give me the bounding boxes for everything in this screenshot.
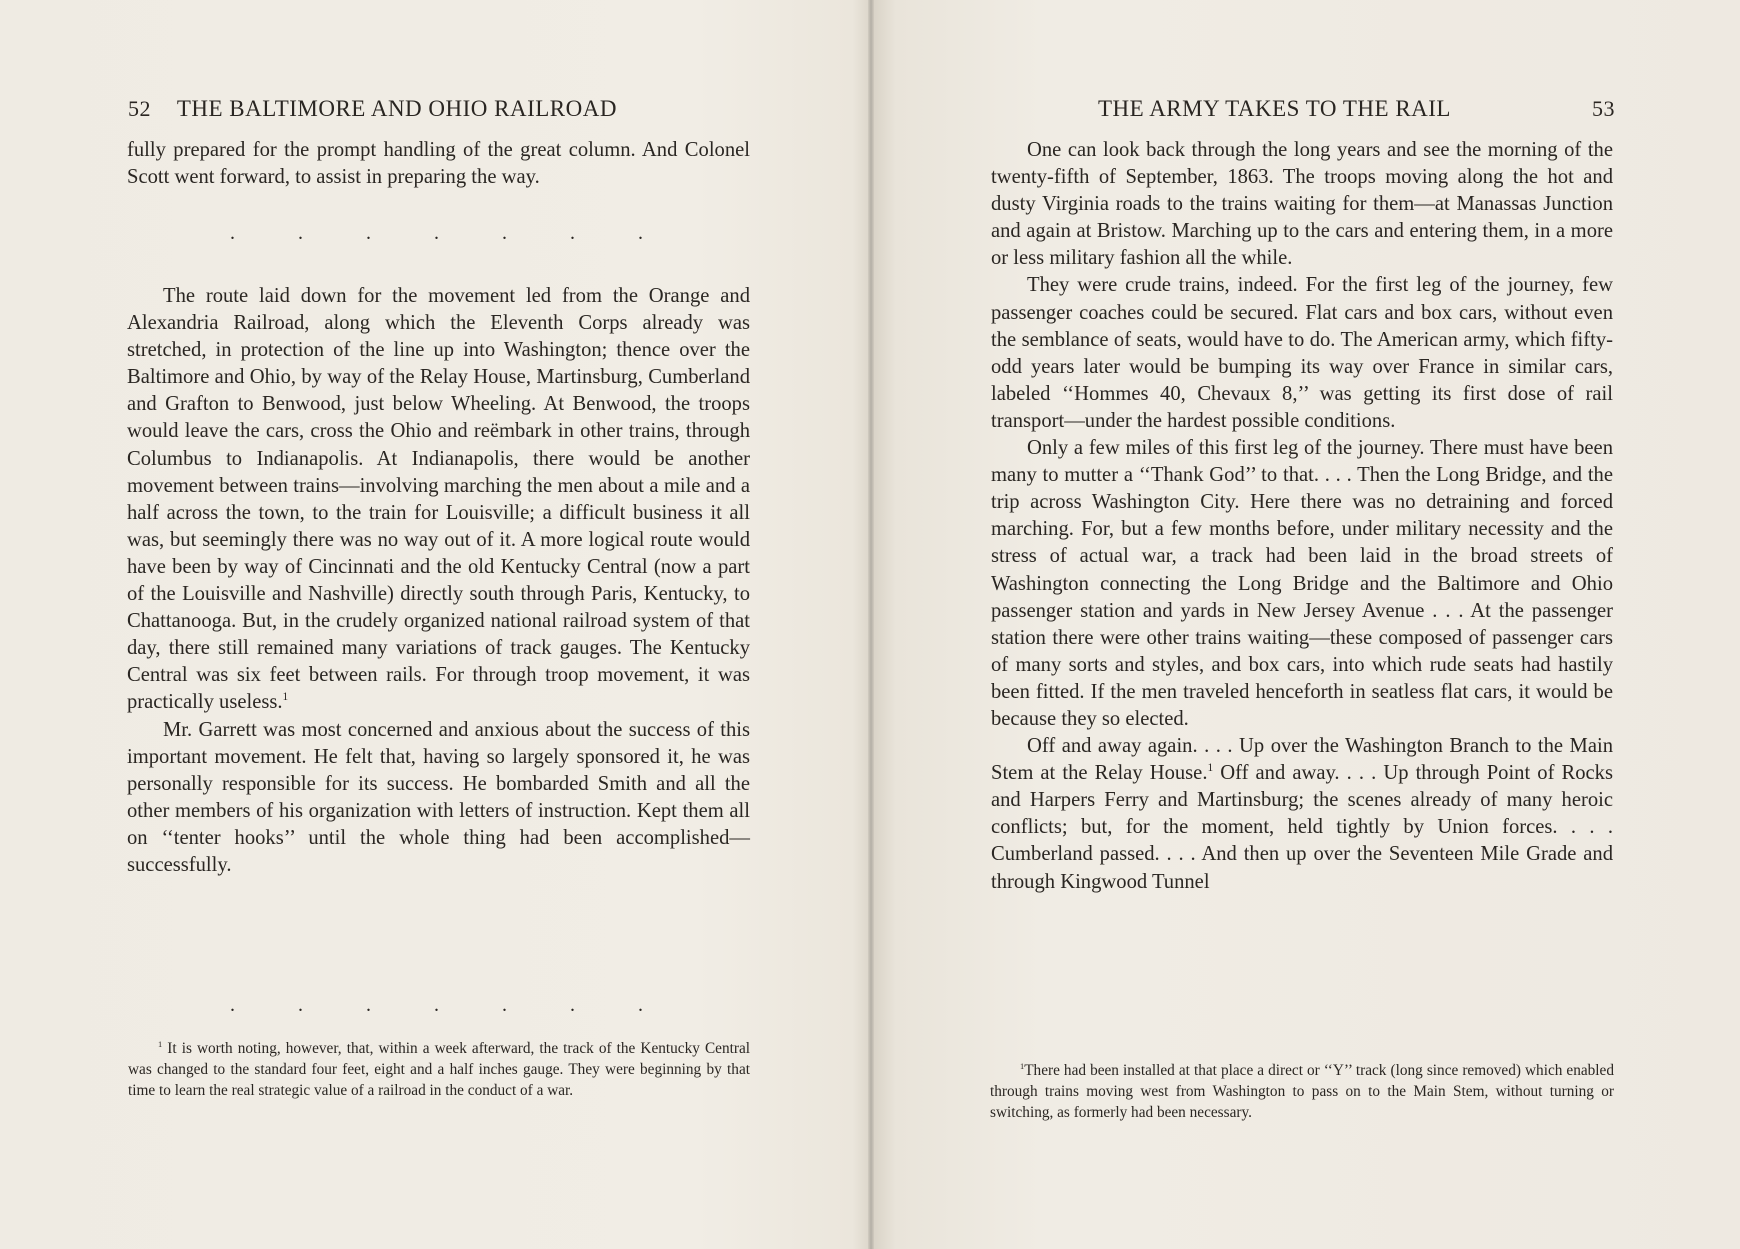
dot: .: [502, 994, 507, 1016]
dot: .: [366, 994, 371, 1016]
right-paragraph-2: They were crude trains, indeed. For the first leg of the journey, few passenger coaches could be secured. Flat cars and box cars, without even the semblance of seats, would have to do. The American army, which fifty-odd years later would be bumping its way over France in similar cars, labeled ‘‘Hommes 40, Chevaux 8,’’ was getting its first dose of rail transport—under the hardest possible conditions.: [991, 274, 1613, 432]
right-paragraph-4-part-b: Off and away. . . . Up through Point of Rocks and Harpers Ferry and Martinsburg; the scenes already of many heroic conflicts; but, for the moment, held tightly by Union forces. . . . Cumberland passed. . . . And then up over the Seventeen Mile Grade and through Kingwood Tunnel: [991, 762, 1613, 893]
left-paragraph-1: fully prepared for the prompt handling of the great column. And Colonel Scott went forward, to assist in preparing the way.: [127, 139, 750, 189]
dot: .: [638, 222, 643, 244]
left-page-number: 52: [128, 96, 151, 121]
left-page: [0, 0, 868, 1249]
left-running-title: THE BALTIMORE AND OHIO RAILROAD: [176, 96, 617, 121]
right-running-title: THE ARMY TAKES TO THE RAIL: [1098, 96, 1451, 121]
left-paragraph-2-text: The route laid down for the movement led from the Orange and Alexandria Railroad, along which the Eleventh Corps already was stretched, in protection of the line up into Washington; thence over the Baltimore and Ohio, by way of the Relay House, Martinsburg, Cumberland and Grafton to Benwood, just below Wheeling. At Benwood, the troops would leave the cars, cross the Ohio and reëmbark in other trains, through Columbus to Indianapolis. At Indianapolis, there would be another movement between trains—involving marching the men about a mile and a half across the town, to the train for Louisville; a difficult business it all was, but seemingly there was no way out of it. A more logical route would have been by way of Cincinnati and the old Kentucky Central (now a part of the Louisville and Nashville) directly south through Paris, Kentucky, to Chattanooga. But, in the crudely organized national railroad system of that day, there still remained many variations of track gauges. The Kentucky Central was six feet between rails. For through troop movement, it was practically useless.: [127, 285, 750, 714]
right-paragraph-3: Only a few miles of this first leg of the journey. There must have been many to mutter a ‘‘Thank God’’ to that. . . . Then the Long Bridge, and the trip across Washington City. Here there was no detraining and forced marching. For, but a few months before, under military necessity and the stress of actual war, a track had been laid in the broad streets of Washington connecting the Long Bridge and the Baltimore and Ohio passenger station and yards in New Jersey Avenue . . . At the passenger station there were other trains waiting—these composed of passenger cars of many sorts and styles, and box cars, into which rude seats had hastily been fitted. If the men traveled henceforth in seatless flat cars, it would be because they so elected.: [991, 437, 1613, 730]
left-footnote: [128, 1039, 750, 1101]
footnote-mark: 1: [158, 1040, 163, 1050]
right-footnote: [990, 1061, 1614, 1123]
dot: .: [570, 994, 575, 1016]
dot: .: [230, 994, 235, 1016]
dot: .: [434, 994, 439, 1016]
right-paragraph-4-part-a: Off and away again. . . . Up over the Washington Branch to the Main Stem at the Relay House.: [991, 735, 1613, 785]
left-section-break-2: [230, 992, 710, 1019]
footnote-ref: 1: [1207, 762, 1214, 775]
left-paragraph-2: [127, 283, 750, 717]
footnote-mark: 1: [1020, 1062, 1025, 1072]
dot: .: [434, 222, 439, 244]
left-section-break: [230, 220, 710, 247]
dot: .: [366, 222, 371, 244]
right-footnote-body: There had been installed at that place a direct or ‘‘Y’’ track (long since removed) which enabled through trains moving west from Washington to pass on to the Main Stem, without turning or switching, as formerly had been necessary.: [990, 1062, 1614, 1121]
footnote-ref: 1: [282, 691, 289, 704]
dot: .: [502, 222, 507, 244]
right-body-text: [991, 137, 1613, 896]
dot: .: [570, 222, 575, 244]
dot: .: [298, 994, 303, 1016]
right-page: [874, 0, 1740, 1249]
left-running-head: [128, 96, 748, 122]
left-footnote-body: It is worth noting, however, that, within a week afterward, the track of the Kentucky Central was changed to the standard four feet, eight and a half inches gauge. They were beginning by that time to learn the real strategic value of a railroad in the conduct of a war.: [128, 1040, 750, 1099]
right-paragraph-1: One can look back through the long years and see the morning of the twenty-fifth of September, 1863. The troops moving along the hot and dusty Virginia roads to the trains waiting for them—at Manassas Junction and again at Bristow. Marching up to the cars and entering them, in a more or less military fashion all the while.: [991, 139, 1613, 270]
right-page-number: 53: [1592, 96, 1615, 121]
left-paragraph-3: Mr. Garrett was most concerned and anxious about the success of this important movement. He felt that, having so largely sponsored it, he was personally responsible for its success. He bombarded Smith and all the other members of his organization with letters of instruction. Kept them all on ‘‘tenter hooks’’ until the whole thing had been accomplished—successfully.: [127, 718, 750, 876]
left-body-text-2: [127, 283, 750, 879]
left-body-text: [127, 137, 750, 191]
right-footnote-text: [990, 1061, 1614, 1123]
dot: .: [230, 222, 235, 244]
right-paragraph-4: [991, 733, 1613, 896]
dot: .: [298, 222, 303, 244]
left-footnote-text: [128, 1039, 750, 1101]
dot: .: [638, 994, 643, 1016]
